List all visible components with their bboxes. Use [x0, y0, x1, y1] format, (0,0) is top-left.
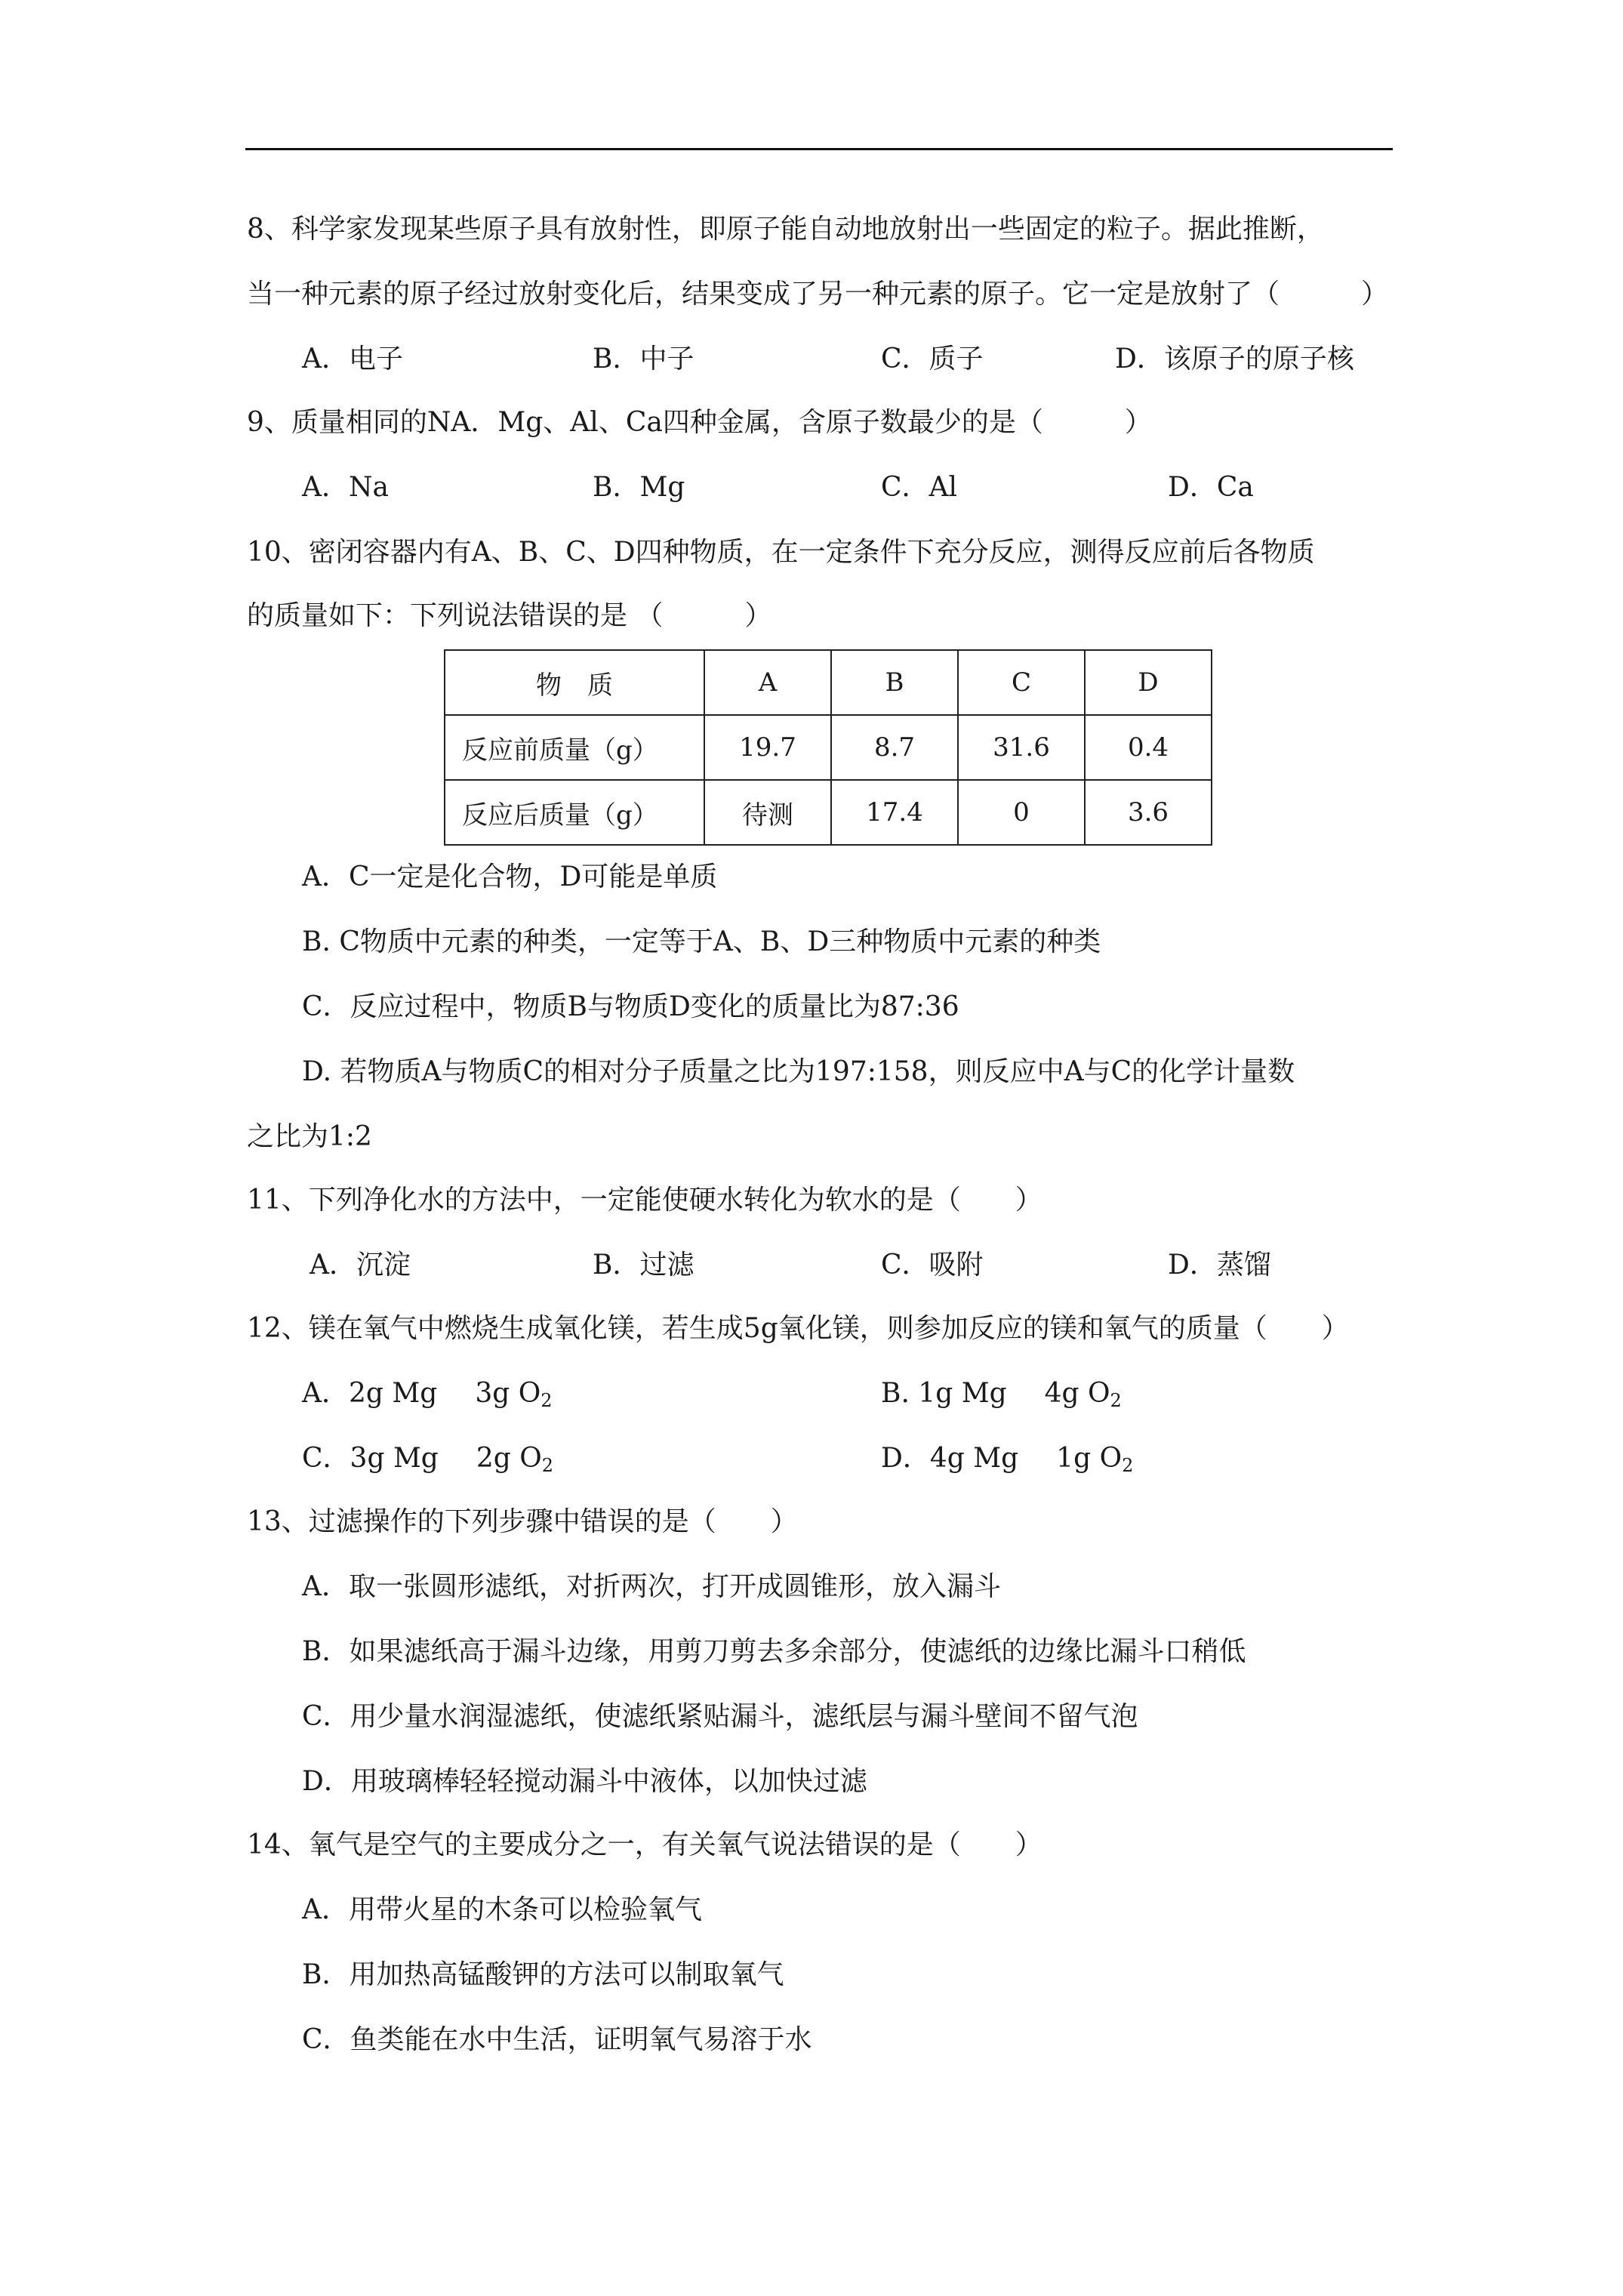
q10-option-b: B. C物质中元素的种类，一定等于A、B、D三种物质中元素的种类 — [302, 926, 1101, 957]
q10-option-c: C．反应过程中，物质B与物质D变化的质量比为87:36 — [302, 991, 959, 1022]
q12-option-a-mg: A．2g Mg — [302, 1378, 438, 1409]
q13-stem: 13、过滤操作的下列步骤中错误的是（ ） — [247, 1506, 798, 1537]
table-cell: 0.4 — [1085, 715, 1212, 780]
table-header-cell: D — [1085, 650, 1212, 715]
q8-stem-line2: 当一种元素的原子经过放射变化后，结果变成了另一种元素的原子。它一定是放射了（ ） — [247, 279, 1389, 310]
q8-option-c: C．质子 — [881, 344, 984, 374]
table-cell: 0 — [958, 780, 1085, 845]
q12-option-b-o: 4g O — [1044, 1378, 1110, 1409]
q14-option-a: A．用带火星的木条可以检验氧气 — [302, 1894, 702, 1925]
q12-option-b-mg: B. 1g Mg — [881, 1378, 1007, 1409]
table-cell: 待测 — [704, 780, 831, 845]
q14-stem: 14、氧气是空气的主要成分之一，有关氧气说法错误的是（ ） — [247, 1829, 1042, 1860]
q12-option-c-o: 2g O — [476, 1443, 542, 1474]
q12-option-b — [881, 1377, 1122, 1410]
q12-option-a — [302, 1377, 553, 1410]
q9-option-a: A．Na — [302, 472, 389, 503]
q11-option-d: D．蒸馏 — [1168, 1250, 1271, 1281]
q14-option-b: B．用加热高锰酸钾的方法可以制取氧气 — [302, 1959, 784, 1990]
q10-option-d-line2: 之比为1:2 — [247, 1121, 372, 1152]
table-cell: 19.7 — [704, 715, 831, 780]
q10-stem-line1: 10、密闭容器内有A、B、C、D四种物质，在一定条件下充分反应，测得反应前后各物质 — [247, 537, 1315, 568]
table-cell: 反应前质量（g） — [445, 715, 704, 780]
q9-option-c: C．Al — [881, 472, 958, 503]
q11-option-a: A．沉淀 — [310, 1250, 411, 1281]
q8-stem-line1: 8、科学家发现某些原子具有放射性，即原子能自动地放射出一些固定的粒子。据此推断， — [247, 214, 1324, 245]
q12-option-d-mg: D．4g Mg — [881, 1443, 1019, 1474]
q12-option-c-mg: C．3g Mg — [302, 1443, 439, 1474]
q13-option-b: B．如果滤纸高于漏斗边缘，用剪刀剪去多余部分，使滤纸的边缘比漏斗口稍低 — [302, 1636, 1246, 1667]
q14-option-c: C．鱼类能在水中生活，证明氧气易溶于水 — [302, 2024, 812, 2055]
table-row — [445, 715, 1212, 780]
q8-option-d: D．该原子的原子核 — [1115, 344, 1354, 374]
subscript-2: 2 — [541, 1455, 554, 1476]
q8-option-b: B．中子 — [593, 344, 694, 374]
subscript-2: 2 — [540, 1390, 553, 1411]
q12-option-c — [302, 1442, 553, 1475]
q12-option-a-o: 3g O — [475, 1378, 541, 1409]
subscript-2: 2 — [1122, 1455, 1134, 1476]
header-rule — [245, 148, 1393, 150]
table-row — [445, 780, 1212, 845]
table-cell: 反应后质量（g） — [445, 780, 704, 845]
q10-option-d-line1: D. 若物质A与物质C的相对分子质量之比为197:158，则反应中A与C的化学计量数 — [302, 1056, 1295, 1087]
table-header-cell: C — [958, 650, 1085, 715]
table-cell: 17.4 — [831, 780, 958, 845]
table-cell: 31.6 — [958, 715, 1085, 780]
q12-stem: 12、镁在氧气中燃烧生成氧化镁，若生成5g氧化镁，则参加反应的镁和氧气的质量（ ） — [247, 1313, 1349, 1344]
q9-stem: 9、质量相同的NA．Mg、Al、Ca四种金属，含原子数最少的是（ ） — [247, 407, 1152, 438]
subscript-2: 2 — [1110, 1390, 1122, 1411]
table-header-cell: A — [704, 650, 831, 715]
table-header-row — [445, 650, 1212, 715]
table-cell: 8.7 — [831, 715, 958, 780]
q9-option-b: B．Mg — [593, 472, 685, 503]
q8-option-a: A．电子 — [302, 344, 403, 374]
q13-option-d: D．用玻璃棒轻轻搅动漏斗中液体，以加快过滤 — [302, 1766, 867, 1797]
table-header-cell: B — [831, 650, 958, 715]
table-header-cell: 物 质 — [445, 650, 704, 715]
q12-option-d-o: 1g O — [1056, 1443, 1123, 1474]
q11-stem: 11、下列净化水的方法中，一定能使硬水转化为软水的是（ ） — [247, 1185, 1042, 1216]
table-cell: 3.6 — [1085, 780, 1212, 845]
q11-option-c: C．吸附 — [881, 1250, 984, 1281]
q13-option-a: A．取一张圆形滤纸，对折两次，打开成圆锥形，放入漏斗 — [302, 1571, 1001, 1602]
q10-stem-line2: 的质量如下：下列说法错误的是 （ ） — [247, 600, 772, 631]
q13-option-c: C．用少量水润湿滤纸，使滤纸紧贴漏斗，滤纸层与漏斗壁间不留气泡 — [302, 1701, 1138, 1732]
q9-option-d: D．Ca — [1168, 472, 1254, 503]
q12-option-d — [881, 1442, 1133, 1475]
mass-table — [444, 649, 1212, 846]
q11-option-b: B．过滤 — [593, 1250, 694, 1281]
q10-option-a: A．C一定是化合物，D可能是单质 — [302, 861, 718, 892]
